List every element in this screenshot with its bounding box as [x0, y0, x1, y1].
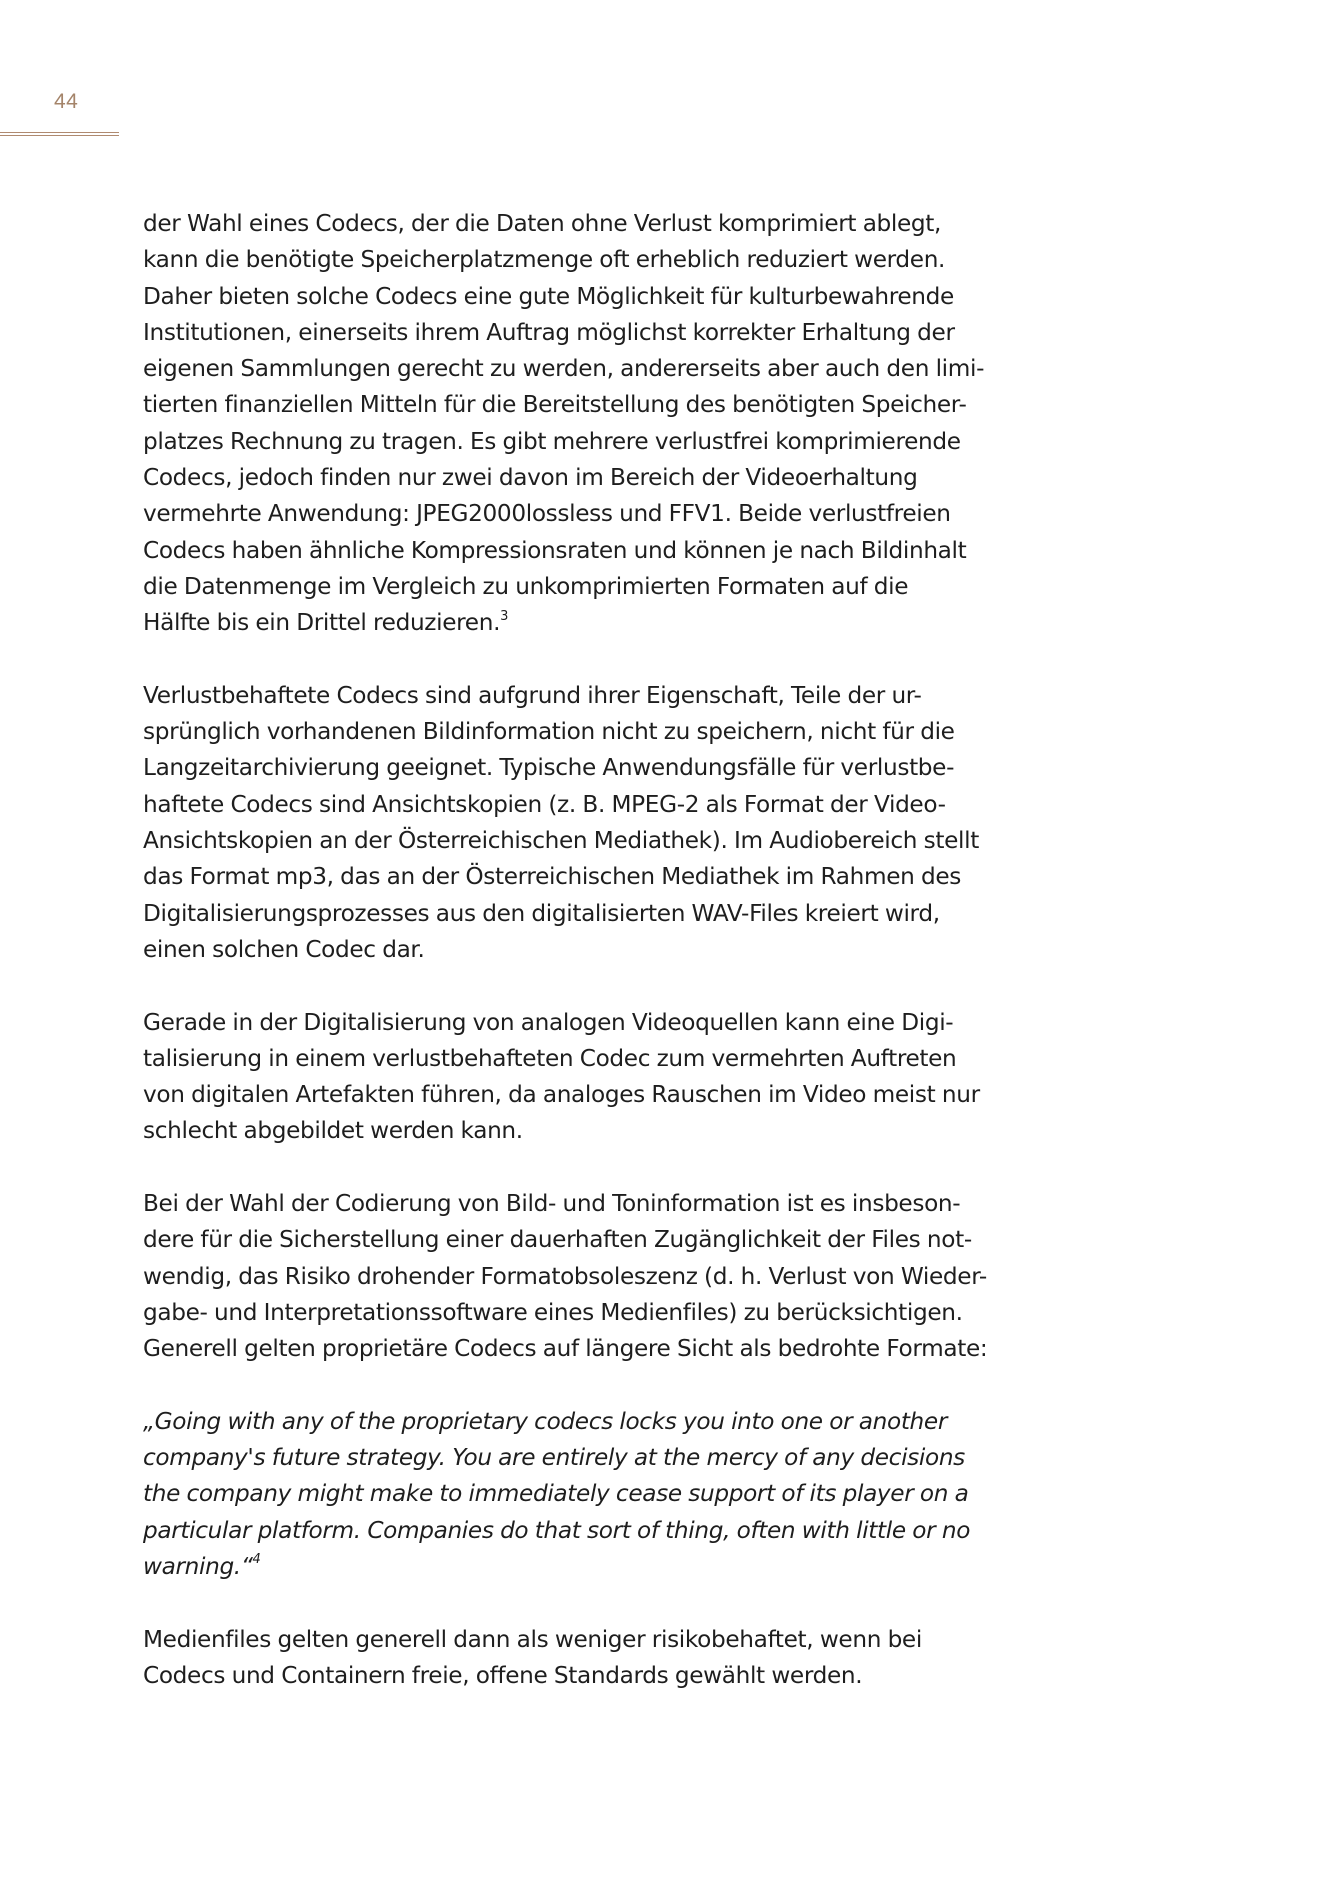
text-line: Digitalisierungsprozesses aus den digitalisierten WAV-Files kreiert wird, [143, 899, 940, 927]
footnote-marker[interactable]: 4 [252, 1552, 261, 1568]
text-line: kann die benötigte Speicherplatzmenge oft erheblich reduziert werden. [143, 246, 946, 274]
text-line: Ansichtskopien an der Österreichischen Mediathek). Im Audiobereich stellt [143, 827, 979, 855]
quote-line: warning.“ [143, 1552, 253, 1580]
body-text [143, 206, 1048, 1730]
header-rule [0, 132, 119, 136]
paragraph-analog-digitization [143, 1005, 1048, 1150]
text-line: dere für die Sicherstellung einer dauerhaften Zugänglichkeit der Files not- [143, 1226, 972, 1254]
quote-line: the company might make to immediately cease support of its player on a [143, 1480, 969, 1508]
text-line: Codecs und Containern freie, offene Standards gewählt werden. [143, 1661, 863, 1689]
text-line: Codecs, jedoch finden nur zwei davon im Bereich der Videoerhaltung [143, 464, 918, 492]
footnote-marker[interactable]: 3 [500, 608, 509, 624]
text-line: einen solchen Codec dar. [143, 935, 425, 963]
paragraph-lossless-codecs [143, 206, 1048, 642]
text-line: tierten finanziellen Mitteln für die Bereitstellung des benötigten Speicher- [143, 391, 967, 419]
text-line: platzes Rechnung zu tragen. Es gibt mehrere verlustfrei komprimierende [143, 427, 961, 455]
paragraph-open-standards [143, 1622, 1048, 1695]
text-line: eigenen Sammlungen gerecht zu werden, andererseits aber auch den limi- [143, 355, 985, 383]
text-line: Codecs haben ähnliche Kompressionsraten und können je nach Bildinhalt [143, 536, 967, 564]
text-line: wendig, das Risiko drohender Formatobsoleszenz (d. h. Verlust von Wieder- [143, 1262, 987, 1290]
text-line: Gerade in der Digitalisierung von analogen Videoquellen kann eine Digi- [143, 1008, 954, 1036]
text-line: vermehrte Anwendung: JPEG2000lossless und FFV1. Beide verlustfreien [143, 500, 951, 528]
paragraph-format-obsolescence [143, 1186, 1048, 1367]
text-line: Langzeitarchivierung geeignet. Typische Anwendungsfälle für verlustbe- [143, 754, 955, 782]
page-number: 44 [54, 90, 79, 113]
text-line: sprünglich vorhandenen Bildinformation nicht zu speichern, nicht für die [143, 718, 955, 746]
quote-line: company's future strategy. You are entirely at the mercy of any decisions [143, 1444, 965, 1472]
quote-line-with-footnote [143, 1549, 1048, 1585]
text-line: gabe- und Interpretationssoftware eines Medienfiles) zu berücksichtigen. [143, 1298, 963, 1326]
quote-line: particular platform. Companies do that sort of thing, often with little or no [143, 1516, 971, 1544]
text-line: Generell gelten proprietäre Codecs auf längere Sicht als bedrohte Formate: [143, 1335, 988, 1363]
text-line: Bei der Wahl der Codierung von Bild- und Toninformation ist es insbeson- [143, 1190, 961, 1218]
text-line: Verlustbehaftete Codecs sind aufgrund ihrer Eigenschaft, Teile der ur- [143, 681, 922, 709]
text-line: von digitalen Artefakten führen, da analoges Rauschen im Video meist nur [143, 1081, 980, 1109]
text-line: Medienfiles gelten generell dann als weniger risikobehaftet, wenn bei [143, 1625, 922, 1653]
text-line: haftete Codecs sind Ansichtskopien (z. B. MPEG-2 als Format der Video- [143, 790, 946, 818]
text-line: schlecht abgebildet werden kann. [143, 1117, 523, 1145]
text-line: der Wahl eines Codecs, der die Daten ohne Verlust komprimiert ablegt, [143, 210, 942, 237]
text-line: Daher bieten solche Codecs eine gute Möglichkeit für kulturbewahrende [143, 282, 954, 310]
text-line: die Datenmenge im Vergleich zu unkomprimierten Formaten auf die [143, 572, 909, 600]
quote-line: „Going with any of the proprietary codecs locks you into one or another [143, 1407, 948, 1435]
text-line-with-footnote [143, 605, 1048, 641]
text-line: das Format mp3, das an der Österreichischen Mediathek im Rahmen des [143, 863, 962, 891]
text-line: Hälfte bis ein Drittel reduzieren. [143, 609, 501, 637]
block-quote [143, 1404, 1048, 1585]
paragraph-lossy-codecs [143, 678, 1048, 968]
text-line: talisierung in einem verlustbehafteten Codec zum vermehrten Auftreten [143, 1044, 957, 1072]
text-line: Institutionen, einerseits ihrem Auftrag möglichst korrekter Erhaltung der [143, 318, 955, 346]
